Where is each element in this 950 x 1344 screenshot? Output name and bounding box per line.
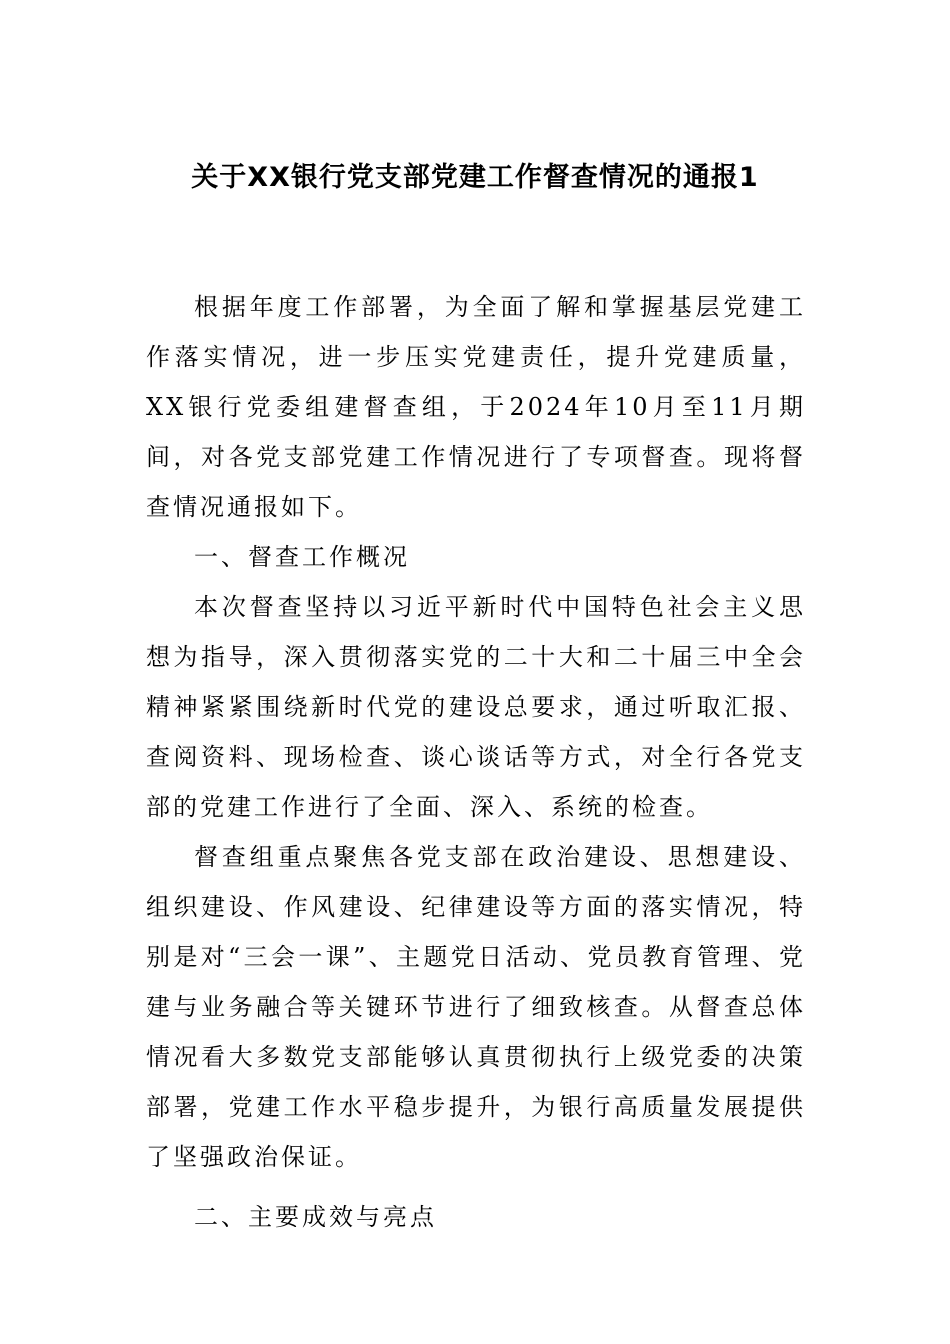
overview-paragraph-2: 督查组重点聚焦各党支部在政治建设、思想建设、组织建设、作风建设、纪律建设等方面的落实情况，特别是对“三会一课”、主题党日活动、党员教育管理、党建与业务融合等关键环节进行了细致核查。从督查总体情况看大多数党支部能够认真贯彻执行上级党委的决策部署，党建工作水平稳步提升，为银行高质量发展提供了坚强政治保证。 <box>146 843 806 1171</box>
overview-paragraph-1: 本次督查坚持以习近平新时代中国特色社会主义思想为指导，深入贯彻落实党的二十大和二十届三中全会精神紧紧围绕新时代党的建设总要求，通过听取汇报、查阅资料、现场检查、谈心谈话等方式，对全行各党支部的党建工作进行了全面、深入、系统的检查。 <box>146 593 806 821</box>
section-heading-overview: 一、督查工作概况 <box>194 543 410 571</box>
intro-paragraph: 根据年度工作部署，为全面了解和掌握基层党建工作落实情况，进一步压实党建责任，提升党建质量，XX银行党委组建督查组，于2024年10月至11月期间，对各党支部党建工作情况进行了专项督查。现将督查情况通报如下。 <box>146 293 806 521</box>
section-heading-achievements: 二、主要成效与亮点 <box>194 1203 437 1231</box>
document-title: 关于XX银行党支部党建工作督查情况的通报1 <box>191 162 759 193</box>
document-body <box>146 282 806 1242</box>
